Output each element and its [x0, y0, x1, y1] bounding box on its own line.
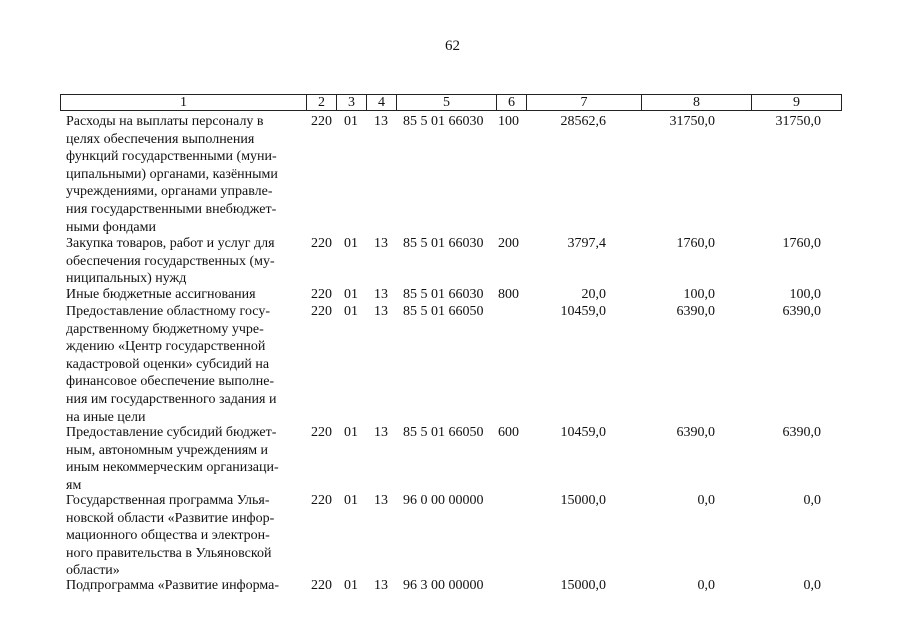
cell-col-2: 220 — [311, 236, 332, 251]
cell-col-5: 85 5 01 66030 — [403, 287, 484, 302]
header-col-6: 6 — [496, 95, 526, 110]
description-line: Подпрограмма «Развитие информа- — [66, 578, 280, 593]
cell-col-8: 0,0 — [697, 578, 715, 593]
table-header — [60, 94, 842, 111]
cell-col-7: 20,0 — [581, 287, 606, 302]
header-col-8: 8 — [641, 95, 751, 110]
description-line: ципальными) органами, казёнными — [66, 166, 278, 182]
header-col-4: 4 — [366, 95, 396, 110]
cell-col-2: 220 — [311, 425, 332, 440]
cell-col-5: 85 5 01 66050 — [403, 425, 484, 440]
header-col-9: 9 — [751, 95, 841, 110]
description-line: функций государственными (муни- — [66, 149, 277, 165]
cell-col-4: 13 — [374, 304, 388, 319]
description-line: обеспечения государственных (му- — [66, 253, 275, 269]
cell-col-8: 6390,0 — [676, 304, 715, 319]
description-line: ям — [66, 477, 82, 493]
cell-col-3: 01 — [344, 493, 358, 508]
cell-col-2: 220 — [311, 114, 332, 129]
cell-col-8: 1760,0 — [676, 236, 715, 251]
row-description — [66, 492, 300, 580]
description-line: ными фондами — [66, 219, 157, 235]
cell-col-7: 10459,0 — [560, 304, 606, 319]
cell-col-8: 6390,0 — [676, 425, 715, 440]
description-line: кадастровой оценки» субсидий на — [66, 356, 270, 372]
cell-col-6: 800 — [498, 287, 519, 302]
cell-col-2: 220 — [311, 578, 332, 593]
row-description — [66, 424, 300, 494]
cell-col-7: 10459,0 — [560, 425, 606, 440]
cell-col-8: 31750,0 — [669, 114, 715, 129]
cell-col-9: 6390,0 — [782, 425, 821, 440]
cell-col-8: 100,0 — [683, 287, 715, 302]
header-col-3: 3 — [336, 95, 366, 110]
cell-col-9: 31750,0 — [775, 114, 821, 129]
cell-col-2: 220 — [311, 493, 332, 508]
cell-col-6: 100 — [498, 114, 519, 129]
cell-col-3: 01 — [344, 304, 358, 319]
description-line: Предоставление областному госу- — [66, 304, 270, 319]
cell-col-9: 0,0 — [803, 493, 821, 508]
cell-col-8: 0,0 — [697, 493, 715, 508]
cell-col-9: 100,0 — [789, 287, 821, 302]
row-description — [66, 577, 300, 595]
header-col-1: 1 — [180, 95, 187, 110]
description-line: Предоставление субсидий бюджет- — [66, 425, 277, 440]
description-line: области» — [66, 563, 120, 579]
cell-col-9: 1760,0 — [782, 236, 821, 251]
description-line: на иные цели — [66, 409, 146, 425]
description-line: ния государственными внебюджет- — [66, 201, 277, 217]
cell-col-7: 3797,4 — [567, 236, 606, 251]
cell-col-4: 13 — [374, 114, 388, 129]
row-description — [66, 303, 300, 426]
cell-col-5: 85 5 01 66030 — [403, 114, 484, 129]
description-line: ного правительства в Ульяновской — [66, 545, 272, 561]
header-col-7: 7 — [526, 95, 641, 110]
description-line: Государственная программа Улья- — [66, 493, 270, 508]
cell-col-4: 13 — [374, 425, 388, 440]
cell-col-2: 220 — [311, 304, 332, 319]
description-line: дарственному бюджетному учре- — [66, 321, 264, 337]
description-line: ждению «Центр государственной — [66, 339, 266, 355]
description-line: новской области «Развитие инфор- — [66, 510, 275, 526]
cell-col-3: 01 — [344, 578, 358, 593]
cell-col-5: 96 3 00 00000 — [403, 578, 484, 593]
row-description — [66, 235, 300, 288]
description-line: мационного общества и электрон- — [66, 528, 270, 544]
cell-col-4: 13 — [374, 287, 388, 302]
cell-col-5: 85 5 01 66050 — [403, 304, 484, 319]
cell-col-5: 85 5 01 66030 — [403, 236, 484, 251]
cell-col-6: 600 — [498, 425, 519, 440]
description-line: целях обеспечения выполнения — [66, 131, 255, 147]
page-number: 62 — [445, 38, 460, 54]
description-line: Закупка товаров, работ и услуг для — [66, 236, 275, 251]
description-line: Расходы на выплаты персоналу в — [66, 114, 264, 129]
row-description — [66, 113, 300, 236]
description-line: учреждениями, органами управле- — [66, 184, 273, 200]
cell-col-6: 200 — [498, 236, 519, 251]
row-description — [66, 286, 300, 304]
cell-col-3: 01 — [344, 236, 358, 251]
description-line: ниципальных) нужд — [66, 271, 187, 287]
cell-col-3: 01 — [344, 287, 358, 302]
header-col-2: 2 — [306, 95, 336, 110]
cell-col-4: 13 — [374, 493, 388, 508]
description-line: иным некоммерческим организаци- — [66, 460, 279, 476]
cell-col-3: 01 — [344, 114, 358, 129]
description-line: финансовое обеспечение выполне- — [66, 374, 275, 390]
cell-col-3: 01 — [344, 425, 358, 440]
cell-col-4: 13 — [374, 578, 388, 593]
description-line: Иные бюджетные ассигнования — [66, 287, 256, 302]
cell-col-9: 0,0 — [803, 578, 821, 593]
cell-col-4: 13 — [374, 236, 388, 251]
cell-col-2: 220 — [311, 287, 332, 302]
header-col-5: 5 — [396, 95, 496, 110]
description-line: ния им государственного задания и — [66, 391, 277, 407]
description-line: ным, автономным учреждениям и — [66, 442, 269, 458]
cell-col-9: 6390,0 — [782, 304, 821, 319]
cell-col-7: 28562,6 — [560, 114, 606, 129]
cell-col-7: 15000,0 — [560, 493, 606, 508]
cell-col-5: 96 0 00 00000 — [403, 493, 484, 508]
cell-col-7: 15000,0 — [560, 578, 606, 593]
